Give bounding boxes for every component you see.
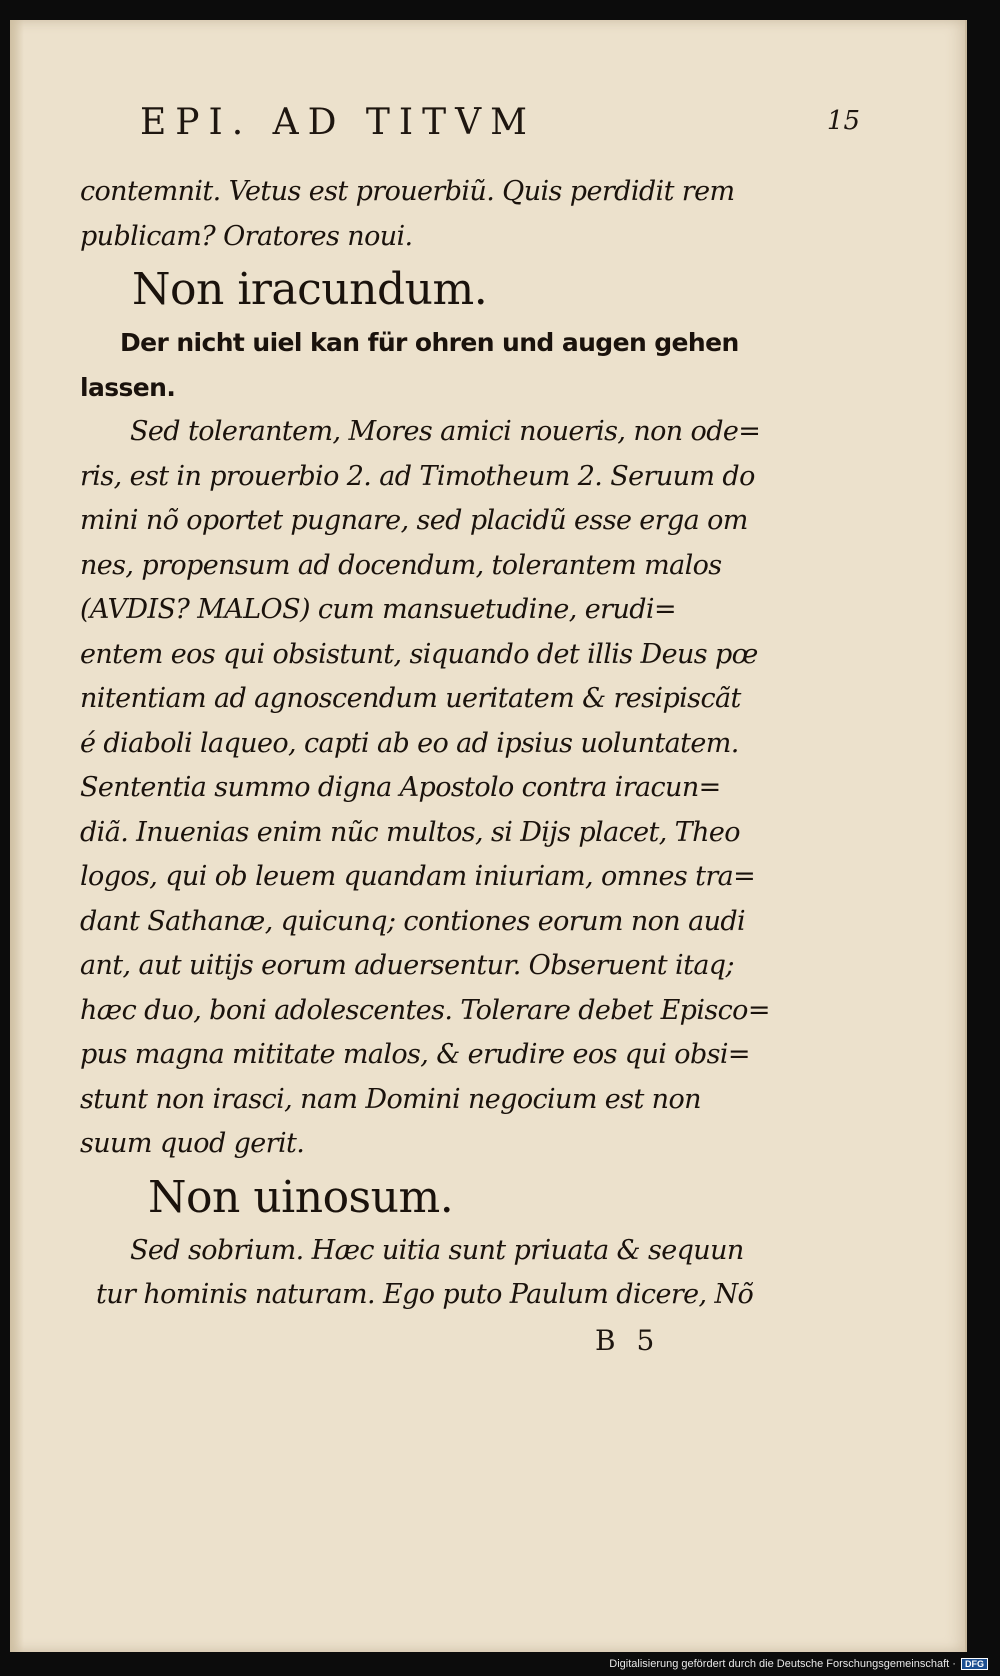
text-line: logos, qui ob leuem quandam iniuriam, omnes tra= [80, 861, 756, 892]
text-line: stunt non irasci, nam Domini negocium est non [80, 1083, 701, 1115]
text-line: Sed tolerantem, Mores amici noueris, non ode= [130, 416, 761, 447]
text-line: pus magna mititate malos, & erudire eos qui obsi= [80, 1039, 750, 1070]
section-heading: Non uinosum. [148, 1171, 454, 1223]
text-line: nes, propensum ad docendum, tolerantem malos [80, 549, 722, 581]
text-line: suum quod gerit. [80, 1128, 305, 1159]
credit-text: Digitalisierung gefördert durch die Deutsche Forschungsgemeinschaft · [609, 1658, 956, 1670]
signature-mark: B 5 [595, 1324, 661, 1357]
german-gloss-line: lassen. [80, 372, 176, 402]
text-line: entem eos qui obsistunt, siquando det illis Deus pœ [80, 638, 758, 670]
text-line: mini nõ oportet pugnare, sed placidũ esse erga om [80, 505, 748, 536]
page-number: 15 [826, 106, 860, 136]
text-line: Sed sobrium. Hæc uitia sunt priuata & sequun [130, 1234, 744, 1266]
text-line: ant, aut uitijs eorum aduersentur. Obseruent itaq; [80, 950, 734, 981]
book-page [10, 20, 967, 1652]
text-line: publicam? Oratores noui. [80, 220, 413, 252]
section-heading: Non iracundum. [132, 264, 488, 315]
text-line: ris, est in prouerbio 2. ad Timotheum 2. Seruum do [80, 460, 755, 492]
running-head [140, 102, 860, 162]
text-block [80, 170, 770, 1318]
dfg-logo: DFG [961, 1658, 988, 1670]
text-line: diã. Inuenias enim nũc multos, si Dijs placet, Theo [80, 816, 740, 848]
text-line: hæc duo, boni adolescentes. Tolerare debet Episco= [80, 994, 770, 1026]
digitization-credit [609, 1658, 988, 1670]
text-line: é diaboli laqueo, capti ab eo ad ipsius uoluntatem. [80, 727, 739, 759]
text-line: contemnit. Vetus est prouerbiũ. Quis perdidit rem [80, 176, 735, 207]
text-line: tur hominis naturam. Ego puto Paulum dicere, Nõ [96, 1279, 754, 1310]
running-title: EPI. AD TITVM [140, 102, 537, 143]
text-line: dant Sathanæ, quicunq; contiones eorum non audi [80, 905, 746, 937]
text-line: nitentiam ad agnoscendum ueritatem & resipiscãt [80, 683, 741, 714]
text-line: Sententia summo digna Apostolo contra iracun= [80, 772, 721, 803]
text-line: (AVDIS? MALOS) cum mansuetudine, erudi= [80, 594, 676, 625]
german-gloss-line: Der nicht uiel kan für ohren und augen gehen [120, 328, 739, 357]
